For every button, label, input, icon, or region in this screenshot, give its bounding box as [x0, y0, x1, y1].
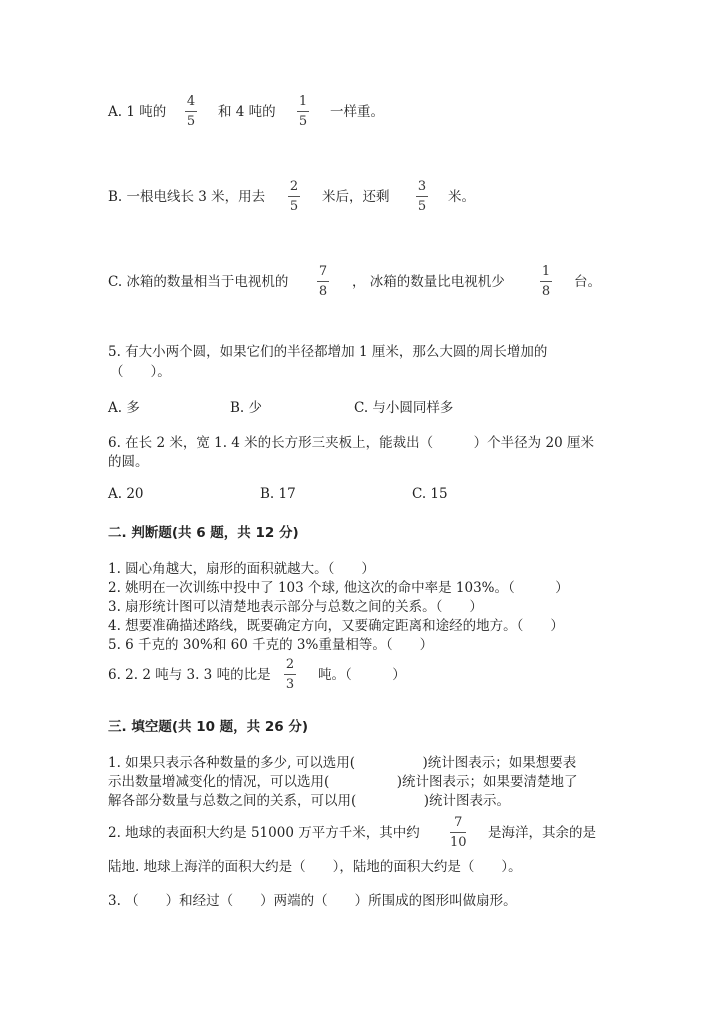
judgement-item: 2. 姚明在一次训练中投中了 103 个球, 他这次的命中率是 103%。（ ）: [108, 580, 569, 596]
fill-q2-text1: 2. 地球的表面积大约是 51000 万平方千米，其中约: [108, 825, 420, 841]
q4-option-a-text2: 和 4 吨的: [218, 104, 276, 120]
denominator: 5: [289, 199, 299, 214]
fraction: [540, 264, 552, 299]
numerator: 7: [318, 264, 328, 279]
judgement-item-6-text2: 吨。（ ）: [318, 667, 406, 683]
q4-option-c-text2: ， 冰箱的数量比电视机少: [352, 274, 505, 290]
fraction: [297, 94, 309, 129]
fraction: [288, 179, 300, 214]
section-title-judgement: 二. 判断题(共 6 题，共 12 分): [108, 525, 299, 541]
denominator: 5: [298, 114, 308, 129]
q5-option-a: A. 多: [108, 400, 140, 416]
fraction-bar: [540, 281, 552, 282]
fraction: [450, 815, 467, 850]
denominator: 10: [450, 835, 467, 850]
q6-option-a: A. 20: [108, 486, 144, 502]
numerator: 1: [541, 264, 551, 279]
fill-q1-line1: 1. 如果只表示各种数量的多少, 可以选用( )统计图表示；如果想要表: [108, 755, 577, 771]
q5-stem-line1: 5. 有大小两个圆，如果它们的半径都增加 1 厘米，那么大圆的周长增加的: [108, 344, 548, 360]
fraction-bar: [288, 196, 300, 197]
q4-option-a-text3: 一样重。: [330, 104, 384, 120]
judgement-item: 5. 6 千克的 30%和 60 千克的 3%重量相等。（ ）: [108, 637, 434, 653]
q5-option-c: C. 与小圆同样多: [354, 400, 454, 416]
fraction: [284, 657, 296, 692]
fill-q1-line3: 解各部分数量与总数之间的关系，可以用( )统计图表示。: [108, 793, 511, 809]
q4-option-b-text1: B. 一根电线长 3 米，用去: [108, 189, 266, 205]
numerator: 4: [186, 94, 196, 109]
denominator: 3: [285, 677, 295, 692]
fraction-bar: [297, 111, 309, 112]
fraction: [317, 264, 329, 299]
fill-q3: 3. （ ）和经过（ ）两端的（ ）所围成的图形叫做扇形。: [108, 893, 517, 909]
fill-q2-line2: 陆地. 地球上海洋的面积大约是（ ），陆地的面积大约是（ ）。: [108, 859, 522, 875]
fraction-bar: [284, 674, 296, 675]
denominator: 5: [186, 114, 196, 129]
judgement-item: 4. 想要准确描述路线，既要确定方向，又要确定距离和途经的地方。（ ）: [108, 618, 564, 634]
fill-q1-line2: 示出数量增减变化的情况，可以选用( )统计图表示；如果要清楚地了: [108, 774, 578, 790]
q5-stem-line2: （ ）。: [110, 364, 171, 380]
q6-stem-line2: 的圆。: [108, 454, 149, 470]
numerator: 3: [417, 179, 427, 194]
fraction-bar: [450, 832, 466, 833]
section-title-fill-blank: 三. 填空题(共 10 题，共 26 分): [108, 719, 309, 735]
denominator: 8: [541, 284, 551, 299]
judgement-item: 1. 圆心角越大，扇形的面积就越大。（ ）: [108, 561, 375, 577]
q5-option-b: B. 少: [230, 400, 263, 416]
fraction-bar: [416, 196, 428, 197]
fraction-bar: [317, 281, 329, 282]
q4-option-b-text2: 米后，还剩: [322, 189, 390, 205]
numerator: 1: [298, 94, 308, 109]
numerator: 2: [285, 657, 295, 672]
fraction: [185, 94, 197, 129]
denominator: 5: [417, 199, 427, 214]
q4-option-c-text1: C. 冰箱的数量相当于电视机的: [108, 274, 289, 290]
numerator: 7: [454, 815, 463, 830]
numerator: 2: [289, 179, 299, 194]
judgement-item-6-text1: 6. 2. 2 吨与 3. 3 吨的比是: [108, 667, 271, 683]
fraction: [416, 179, 428, 214]
q6-stem-line1: 6. 在长 2 米，宽 1. 4 米的长方形三夹板上，能裁出（ ）个半径为 20 厘米: [108, 435, 594, 451]
fill-q2-text2: 是海洋，其余的是: [488, 825, 596, 841]
q4-option-a-text1: A. 1 吨的: [108, 104, 167, 120]
judgement-item: 3. 扇形统计图可以清楚地表示部分与总数之间的关系。（ ）: [108, 599, 483, 615]
q4-option-c-text3: 台。: [574, 274, 601, 290]
q6-option-b: B. 17: [260, 486, 296, 502]
denominator: 8: [318, 284, 328, 299]
q6-option-c: C. 15: [412, 486, 448, 502]
q4-option-b-text3: 米。: [448, 189, 475, 205]
fraction-bar: [185, 111, 197, 112]
